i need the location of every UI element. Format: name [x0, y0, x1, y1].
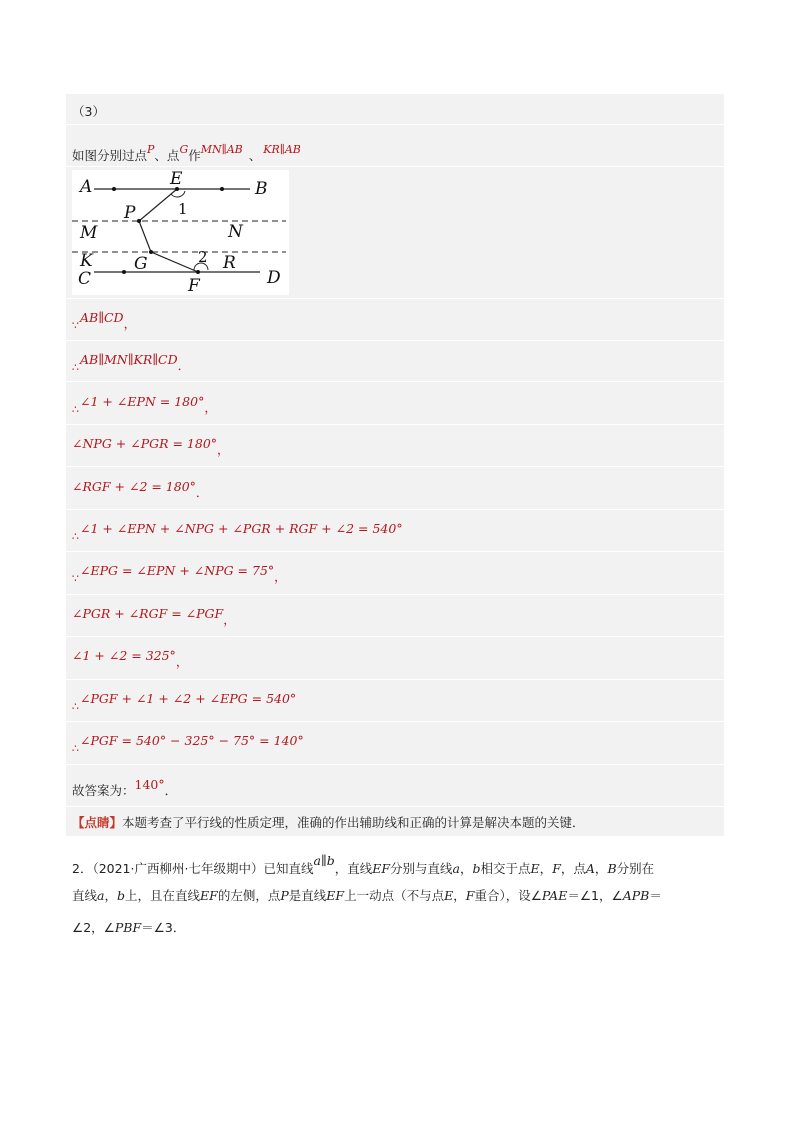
step-end: ， — [217, 442, 230, 457]
label-p: P — [124, 203, 136, 223]
step-expression: ∠PGF = 540° − 325° − 75° = 140° — [80, 733, 304, 748]
point-p: P — [147, 143, 155, 156]
label-e: E — [170, 170, 183, 189]
row-divider — [66, 509, 724, 510]
step-expression: ∠NPG + ∠PGR = 180° — [72, 436, 218, 451]
label-n: N — [228, 222, 243, 242]
step-row — [72, 733, 304, 755]
step-symbol: ∵ — [72, 319, 78, 332]
step-expression: AB∥CD — [80, 310, 124, 325]
label-a: A — [80, 177, 93, 197]
step-expression: ∠1 + ∠EPN + ∠NPG + ∠PGR + RGF + ∠2 = 540° — [80, 521, 403, 536]
step-end: ， — [274, 569, 287, 584]
step-symbol: ∴ — [72, 361, 78, 374]
row-divider — [66, 806, 724, 807]
step-expression: ∠1 + ∠2 = 325° — [72, 648, 176, 663]
intro-mid: 、点 — [154, 148, 180, 163]
row-divider — [66, 679, 724, 680]
label-c: C — [78, 269, 92, 289]
geometry-figure — [72, 170, 289, 295]
label-b: B — [255, 179, 268, 199]
step-row — [72, 479, 209, 500]
label-k: K — [80, 251, 93, 271]
row-divider — [66, 594, 724, 595]
step-expression: AB∥MN∥KR∥CD — [80, 352, 178, 367]
label-g: G — [134, 254, 148, 274]
answer-end: ． — [164, 783, 178, 798]
dianjing-tag: 【点睛】 — [72, 815, 123, 830]
intro-zuo: 作 — [188, 148, 201, 163]
row-divider — [66, 381, 724, 382]
answer-line — [72, 777, 178, 798]
label-angle-1: 1 — [178, 200, 188, 218]
row-divider — [66, 340, 724, 341]
point-g: G — [179, 143, 189, 156]
label-angle-2: 2 — [198, 248, 208, 266]
intro-comma: 、 — [248, 148, 262, 163]
step-symbol: ∴ — [72, 742, 78, 755]
problem-2-line-1: 2．（2021·广西柳州·七年级期中）已知直线a∥b，直线EF分别与直线a，b相交于点E，F，点A，B分别在 — [72, 853, 655, 876]
answer-prefix: 故答案为： — [72, 783, 135, 798]
step-row — [72, 436, 230, 457]
dianjing-note — [72, 813, 585, 831]
row-divider — [66, 424, 724, 425]
step-expression: ∠1 + ∠EPN = 180° — [80, 394, 205, 409]
dianjing-text: 本题考查了平行线的性质定理，准确的作出辅助线和正确的计算是解决本题的关键． — [122, 815, 585, 830]
kr-parallel-ab: KR∥AB — [263, 143, 301, 156]
step-row — [72, 521, 403, 543]
intro-line — [72, 143, 301, 165]
step-expression: ∠RGF + ∠2 = 180° — [72, 479, 196, 494]
row-divider — [66, 298, 724, 299]
step-row — [72, 606, 236, 627]
step-symbol: ∴ — [72, 403, 78, 416]
step-expression: ∠PGF + ∠1 + ∠2 + ∠EPG = 540° — [80, 691, 297, 706]
row-divider — [66, 466, 724, 467]
step-symbol: ∴ — [72, 530, 78, 543]
problem-2-line-3: ∠2，∠PBF＝∠3． — [72, 920, 186, 935]
label-d: D — [267, 268, 281, 288]
step-row — [72, 394, 217, 416]
step-end: ． — [177, 358, 191, 373]
row-divider — [66, 166, 724, 167]
step-row — [72, 648, 189, 669]
step-row — [72, 310, 137, 332]
step-expression: ∠PGR + ∠RGF = ∠PGF — [72, 606, 224, 621]
part-label: （3） — [72, 104, 105, 119]
step-row — [72, 691, 297, 713]
label-m: M — [80, 223, 98, 243]
label-f: F — [188, 276, 200, 295]
row-divider — [66, 551, 724, 552]
label-r: R — [223, 253, 236, 273]
step-row — [72, 352, 191, 374]
row-divider — [66, 636, 724, 637]
step-end: ， — [175, 654, 189, 669]
step-end: ， — [204, 400, 217, 415]
row-divider — [66, 124, 724, 125]
problem-2-line-2: 直线a，b上，且在直线EF的左侧，点P是直线EF上一动点（不与点E，F重合），设∠PAE＝∠1，∠APB＝ — [72, 888, 662, 903]
row-divider — [66, 764, 724, 765]
step-expression: ∠EPG = ∠EPN + ∠NPG = 75° — [80, 563, 275, 578]
step-symbol: ∴ — [72, 700, 78, 713]
step-end: ， — [123, 316, 137, 331]
step-row — [72, 563, 287, 585]
step-end: ， — [223, 612, 236, 627]
step-symbol: ∵ — [72, 572, 78, 585]
intro-prefix: 如图分别过点 — [72, 148, 148, 163]
row-divider — [66, 721, 724, 722]
a-parallel-b: a∥b — [313, 853, 335, 868]
answer-value: 140° — [134, 777, 165, 792]
step-end: ． — [195, 485, 209, 500]
mn-parallel-ab: MN∥AB — [200, 143, 243, 156]
